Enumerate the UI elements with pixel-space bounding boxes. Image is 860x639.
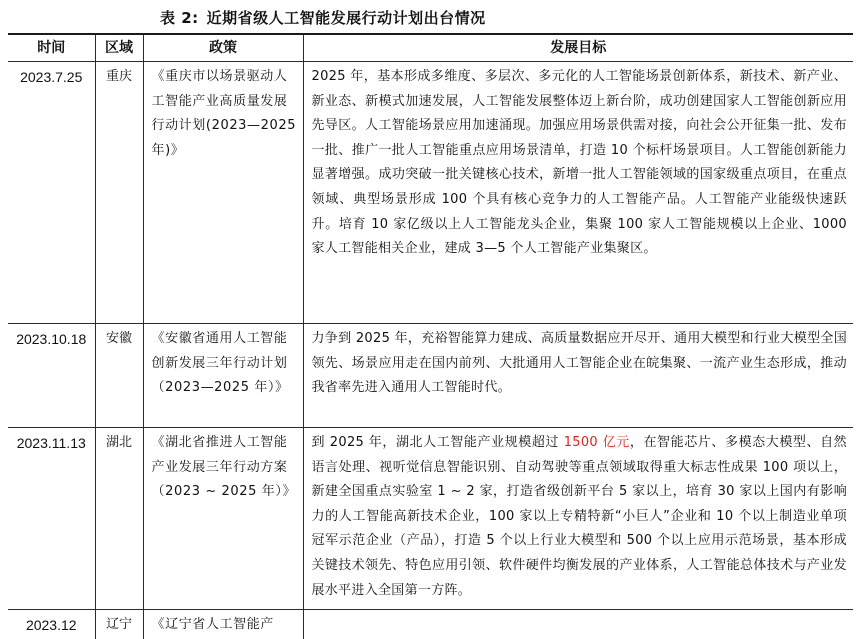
goal-highlight: 1500 亿元 [564,435,630,450]
cell-region: 安徽 [95,324,143,428]
cell-goal [303,610,853,639]
policy-table [8,35,853,639]
cell-goal [303,428,853,610]
cell-region: 辽宁 [95,610,143,639]
cell-goal [303,324,853,428]
cell-policy: 《安徽省通用人工智能创新发展三年行动计划（2023—2025 年）》 [143,324,303,428]
goal-text-continued: ，在智能芯片、多模态大模型、自然语言处理、视听觉信息智能识别、自动驾驶等重点领域取得重大标志性成果 100 项以上，新建全国重点实验室 1 ~ 2 家，打造省级创新平台 5 家以上，培育 30 家以上国内有影响力的人工智能高新技术企业，100 家以上专精特新“小巨人”企业和 10 个以上制造业单项冠军示范企业（产品），打造 5 个以上行业大模型和 500 个以上应用示范场景，基本形成关键技术领先、特色应用引领、软件硬件均衡发展的产业体系，人工智能总体技术与产业发展水平进入全国第一方阵。 [312,435,848,598]
table-number: 表 2: [160,9,199,27]
header-policy: 政策 [143,35,303,62]
goal-text: 2025 年，基本形成多维度、多层次、多元化的人工智能场景创新体系，新技术、新产业、新业态、新模式加速发展，人工智能发展整体迈上新台阶，成功创建国家人工智能创新应用先导区。人工智能场景应用加速涌现。加强应用场景供需对接，向社会公开征集一批、发布一批、推广一批人工智能重点应用场景清单，打造 10 个标杆场景项目。人工智能创新能力显著增强。成功突破一批关键核心技术，新增一批人工智能领域的国家级重点项目，在重点领域、典型场景形成 100 个具有核心竞争力的人工智能产品。人工智能产业能级快速跃升。培育 10 家亿级以上人工智能龙头企业，集聚 100 家人工智能规模以上企业、1000 家人工智能相关企业，建成 3—5 个人工智能产业集聚区。 [312,69,848,256]
cell-date: 2023.10.18 [8,324,95,428]
cell-date: 2023.11.13 [8,428,95,610]
cell-region: 重庆 [95,62,143,324]
cell-policy: 《辽宁省人工智能产 [143,610,303,639]
cell-date: 2023.12 [8,610,95,639]
header-goal: 发展目标 [303,35,853,62]
table-row [8,428,853,610]
cell-policy: 《重庆市以场景驱动人工智能产业高质量发展行动计划(2023—2025 年)》 [143,62,303,324]
table-caption [160,6,486,30]
table-row [8,62,853,324]
goal-text: 力争到 2025 年，充裕智能算力建成、高质量数据应开尽开、通用大模型和行业大模型全国领先、场景应用走在国内前列、大批通用人工智能企业在皖集聚、一流产业生态形成，推动我省率先进入通用人工智能时代。 [312,331,848,395]
table-header-row [8,35,853,62]
goal-text: 到 2025 年，湖北人工智能产业规模超过 [312,435,564,450]
cell-region: 湖北 [95,428,143,610]
header-date: 时间 [8,35,95,62]
table-row [8,610,853,639]
table-row [8,324,853,428]
header-region: 区域 [95,35,143,62]
cell-date: 2023.7.25 [8,62,95,324]
cell-goal [303,62,853,324]
table-title: 近期省级人工智能发展行动计划出台情况 [207,9,486,27]
cell-policy: 《湖北省推进人工智能产业发展三年行动方案（2023 ~ 2025 年）》 [143,428,303,610]
